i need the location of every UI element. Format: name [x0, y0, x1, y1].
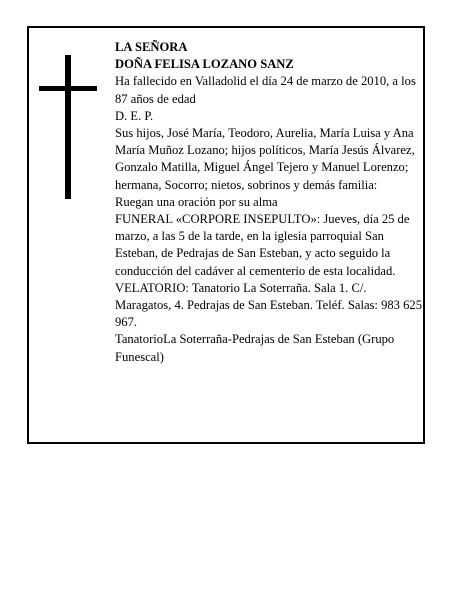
- funeral-details: FUNERAL «CORPORE INSEPULTO»: Jueves, día 25 de marzo, a las 5 de la tarde, en la iglesia parroquial San Esteban, de Pedrajas de San Esteban, y acto seguido la conducción del cadáver al cementerio de esta localidad.: [115, 212, 410, 278]
- death-statement: Ha fallecido en Valladolid el día 24 de marzo de 2010, a los 87 años de edad: [115, 74, 416, 106]
- deceased-name: DOÑA FELISA LOZANO SANZ: [115, 57, 294, 72]
- rip-text: D. E. P.: [115, 108, 154, 123]
- cross-horizontal-bar: [39, 86, 97, 91]
- obituary-notice: [27, 26, 425, 444]
- prayer-request: Ruegan una oración por su alma: [115, 194, 278, 209]
- wake-details: VELATORIO: Tanatorio La Soterraña. Sala 1. C/. Maragatos, 4. Pedrajas de San Esteban. Teléf. Salas: 983 625 967.: [115, 280, 423, 330]
- family-list: Sus hijos, José María, Teodoro, Aurelia, María Luisa y Ana María Muñoz Lozano; hijos políticos, María Jesús Álvarez, Gonzalo Matilla, Miguel Ángel Tejero y Manuel Lorenzo; hermana, Socorro; nietos, sobrinos y demás familia:: [115, 126, 415, 192]
- cross-vertical-bar: [65, 55, 71, 199]
- cross-icon: [39, 55, 99, 199]
- notice-body: [115, 39, 425, 366]
- funeral-home: TanatorioLa Soterraña-Pedrajas de San Esteban (Grupo Funescal): [115, 332, 395, 364]
- notice-title: LA SEÑORA: [115, 40, 188, 54]
